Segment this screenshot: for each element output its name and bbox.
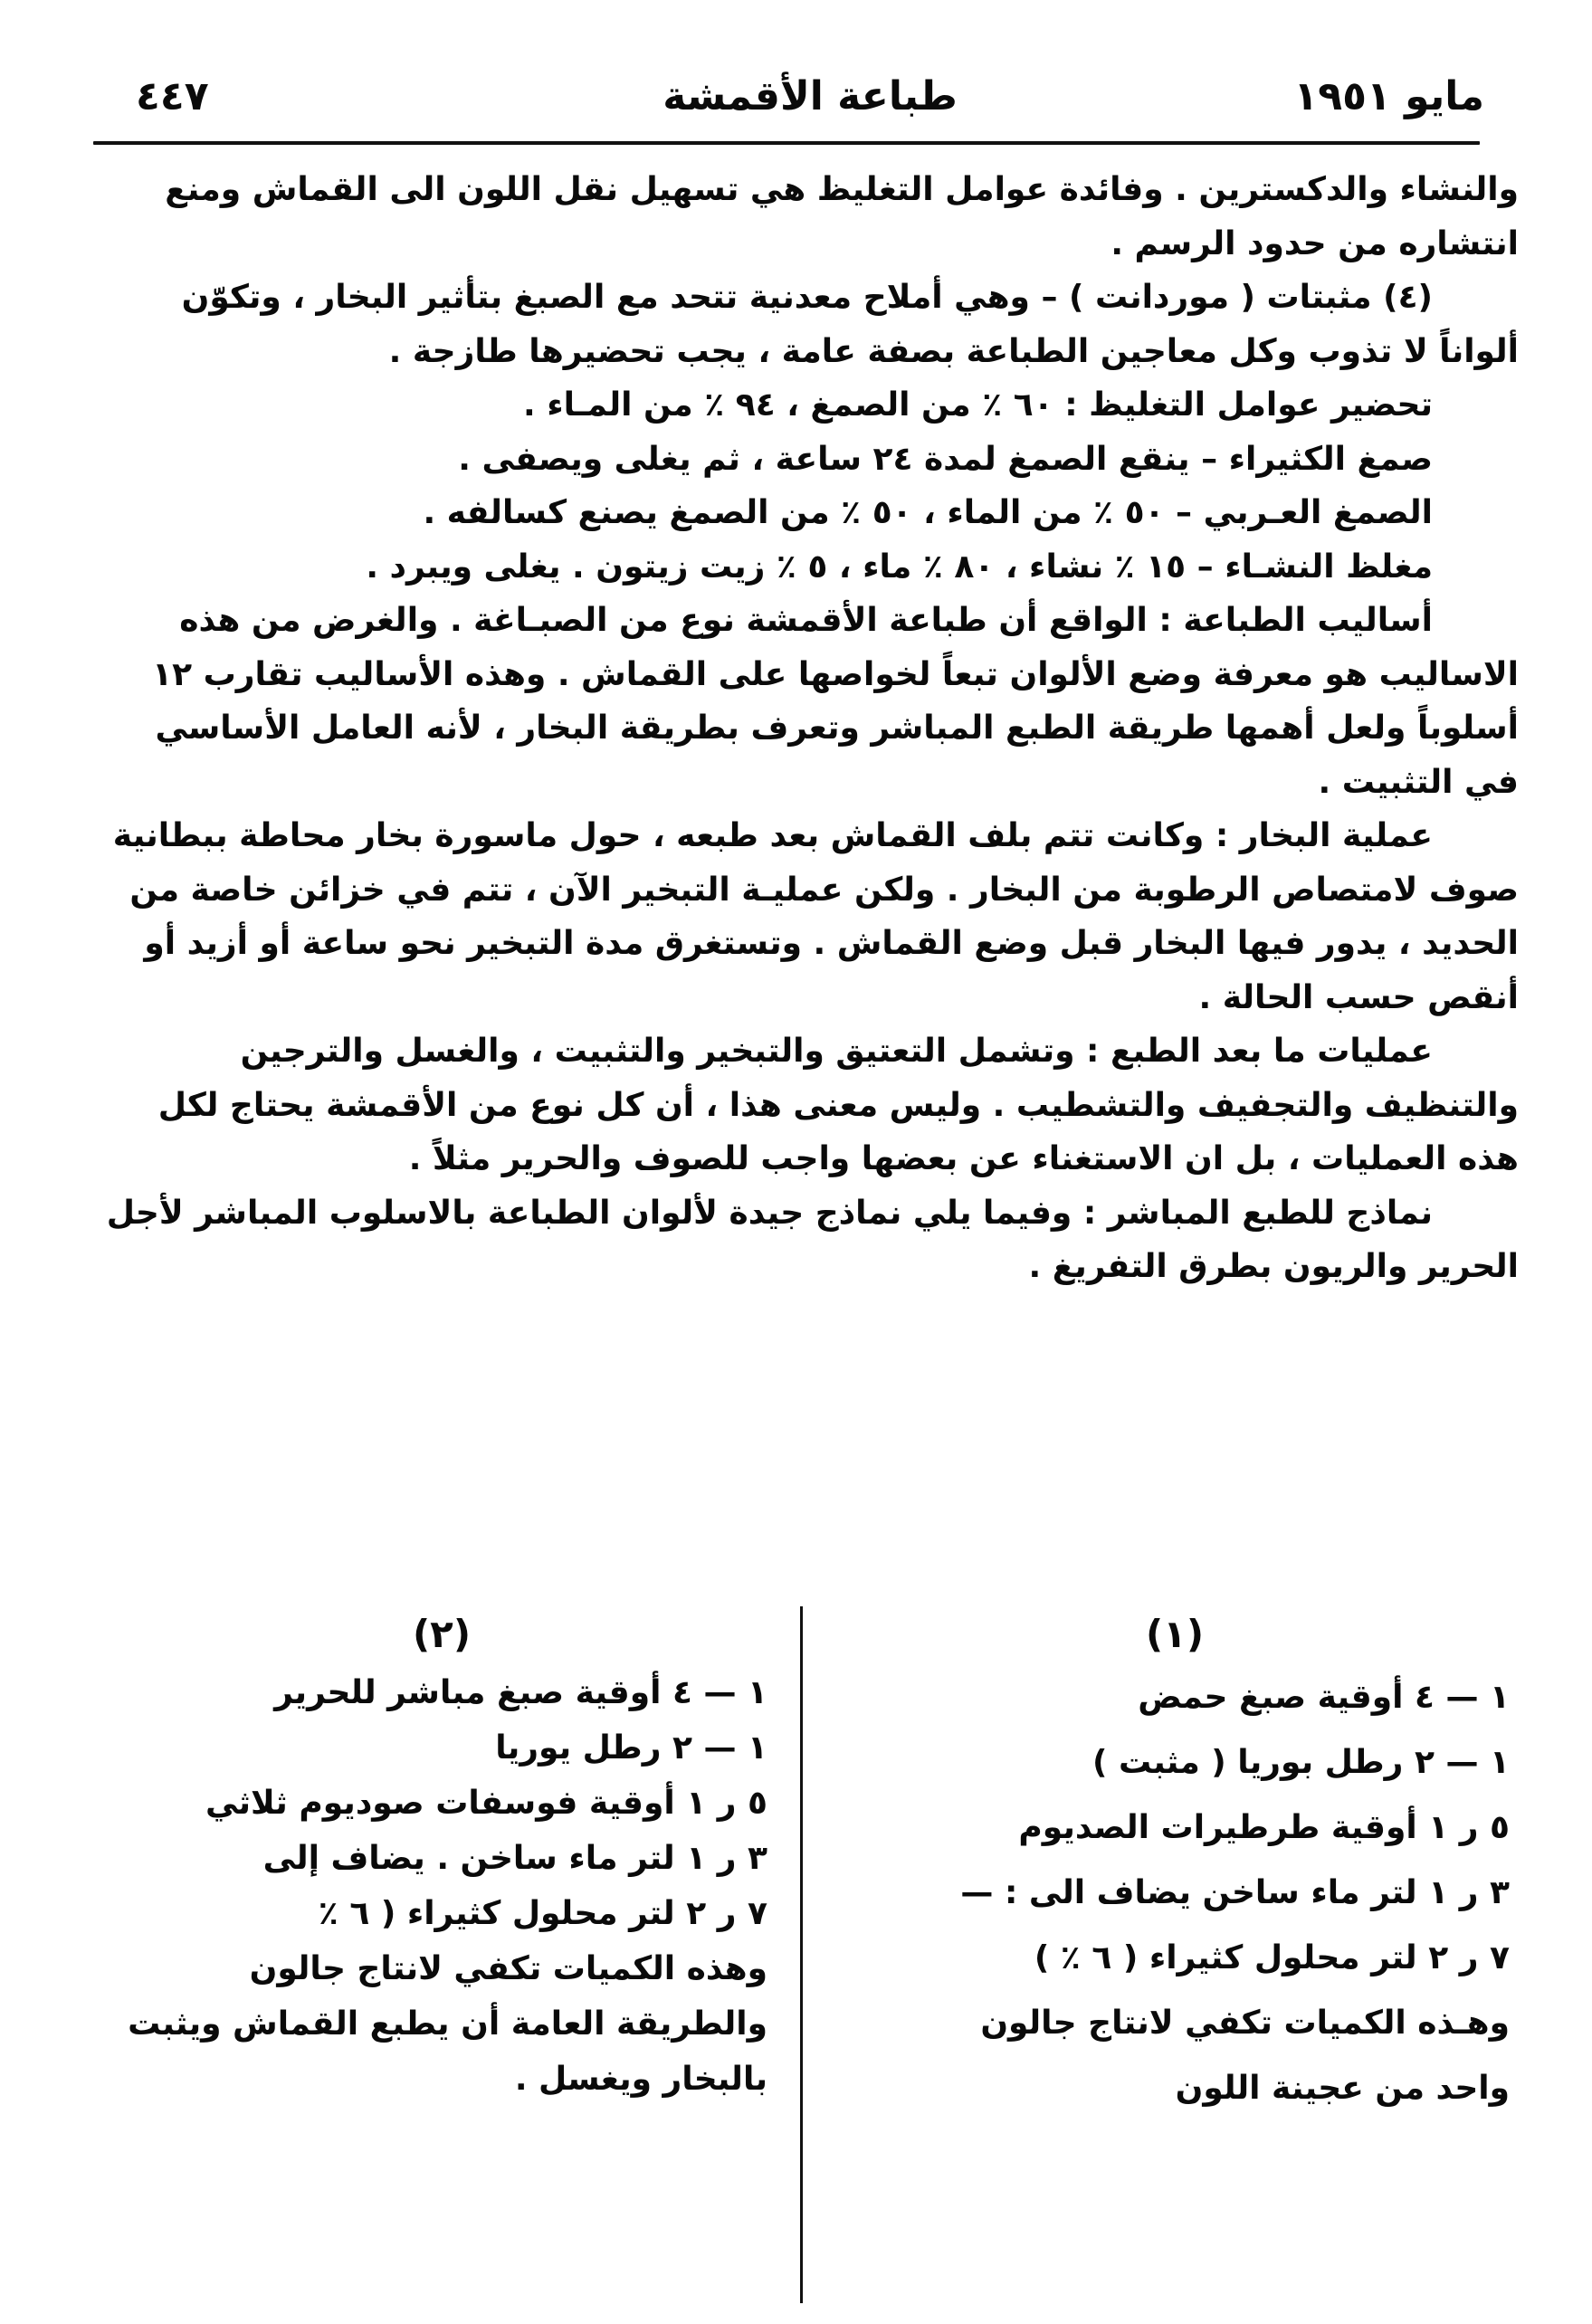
- recipe-2-line: ٥ ر ١ أوقية فوسفات صوديوم ثلاثي: [205, 1785, 767, 1822]
- recipe-2-line: ٧ ر ٢ لتر محلول كثيراء ( ٦ ٪: [318, 1895, 767, 1932]
- paragraph-steaming: عملية البخار : وكانت تتم بلف القماش بعد طبعه ، حول ماسورة بخار محاطة ببطانية صوف لامتصاص الرطوبة من البخار . ولكن عمليـة التبخير الآن ، تتم في خزائن خاصة من الحديد ، يدور فيها البخار قبل وضع القماش . وتستغرق مدة التبخير نحو ساعة أو أزيد أو أنقص حسب الحالة .: [112, 817, 1519, 1016]
- issue-date: مايو ١٩٥١: [1293, 73, 1484, 119]
- section-title: طباعة الأقمشة: [663, 73, 958, 119]
- recipe-2-heading: (٢): [412, 1612, 472, 1656]
- recipe-column-1: [831, 1606, 1519, 2121]
- paragraph-tragacanth: صمغ الكثيراء – ينقع الصمغ لمدة ٢٤ ساعة ، ثم يغلى ويصفى .: [458, 440, 1433, 478]
- recipe-columns: [98, 1606, 1519, 2321]
- recipe-2-line: ١ — ٢ رطل يوريا: [495, 1729, 767, 1767]
- recipe-column-2: [98, 1606, 786, 2107]
- recipe-2-line: ١ — ٤ أوقية صبغ مباشر للحرير: [274, 1674, 767, 1711]
- paragraph-direct-print-samples: نماذج للطبع المباشر : وفيما يلي نماذج جيدة لألوان الطباعة بالاسلوب المباشر لأجل الحرير والريون بطرق التفريغ .: [106, 1194, 1519, 1285]
- recipe-1-line: ٣ ر ١ لتر ماء ساخن يضاف الى : —: [960, 1874, 1510, 1911]
- running-header: [136, 65, 1484, 129]
- recipe-1-heading: (١): [1145, 1612, 1205, 1656]
- recipe-1-line: ١ — ٤ أوقية صبغ حمض: [1138, 1679, 1510, 1716]
- paragraph-thickeners-purpose: والنشاء والدكسترين . وفائدة عوامل التغليظ هي تسهيل نقل اللون الى القماش ومنع انتشاره من حدود الرسم .: [165, 171, 1519, 262]
- paragraph-starch-thickener: مغلظ النشـاء – ١٥ ٪ نشاء ، ٨٠ ٪ ماء ، ٥ ٪ زيت زيتون . يغلى ويبرد .: [366, 548, 1433, 586]
- recipe-1-line: ٥ ر ١ أوقية طرطيرات الصديوم: [1018, 1809, 1510, 1846]
- paragraph-mordants: (٤) مثبتات ( موردانت ) – وهي أملاح معدنية تتحد مع الصبغ بتأثير البخار ، وتكوّن ألواناً لا تذوب وكل معاجين الطباعة بصفة عامة ، يجب تحضيرها طازجة .: [181, 279, 1519, 370]
- recipe-2-line: ٣ ر ١ لتر ماء ساخن . يضاف إلى: [262, 1840, 767, 1877]
- recipe-1-line: ١ — ٢ رطل بوريا ( مثبت ): [1092, 1744, 1510, 1781]
- paragraph-post-printing: عمليات ما بعد الطبع : وتشمل التعتيق والتبخير والتثبيت ، والغسل والترجين والتنظيف والتجفيف والتشطيب . وليس معنى هذا ، أن كل نوع من الأقمشة يحتاج لكل هذه العمليات ، بل ان الاستغناء عن بعضها واجب للصوف والحرير مثلاً .: [157, 1033, 1519, 1177]
- recipe-2-line: وهذه الكميات تكفي لانتاج جالون: [249, 1950, 767, 1987]
- page-number: ٤٤٧: [136, 73, 209, 119]
- recipe-1-line: ٧ ر ٢ لتر محلول كثيراء ( ٦ ٪ ): [1034, 1939, 1510, 1976]
- paragraph-gum-arabic: الصمغ العـربي – ٥٠ ٪ من الماء ، ٥٠ ٪ من الصمغ يصنع كسالفه .: [423, 494, 1433, 531]
- recipe-2-line: بالبخار ويغسل .: [514, 2061, 767, 2098]
- article-body: [98, 163, 1519, 1294]
- paragraph-printing-methods: أساليب الطباعة : الواقع أن طباعة الأقمشة نوع من الصبـاغة . والغرض من هذه الاساليب هو معرفة وضع الألوان تبعاً لخواصها على القماش . وهذه الأساليب تقارب ١٢ أسلوباً ولعل أهمها طريقة الطبع المباشر وتعرف بطريقة البخار ، لأنه العامل الأساسي في التثبيت .: [152, 602, 1519, 801]
- recipe-1-line: وهـذه الكميات تكفي لانتاج جالون: [980, 2005, 1510, 2042]
- recipe-2-line: والطريقة العامة أن يطبع القماش ويثبت: [128, 2005, 767, 2043]
- header-rule: [93, 141, 1480, 145]
- recipe-1-line: واحد من عجينة اللون: [1175, 2070, 1510, 2107]
- paragraph-thickener-prep: تحضير عوامل التغليظ : ٦٠ ٪ من الصمغ ، ٩٤ ٪ من المـاء .: [523, 386, 1433, 424]
- column-divider: [800, 1606, 803, 2303]
